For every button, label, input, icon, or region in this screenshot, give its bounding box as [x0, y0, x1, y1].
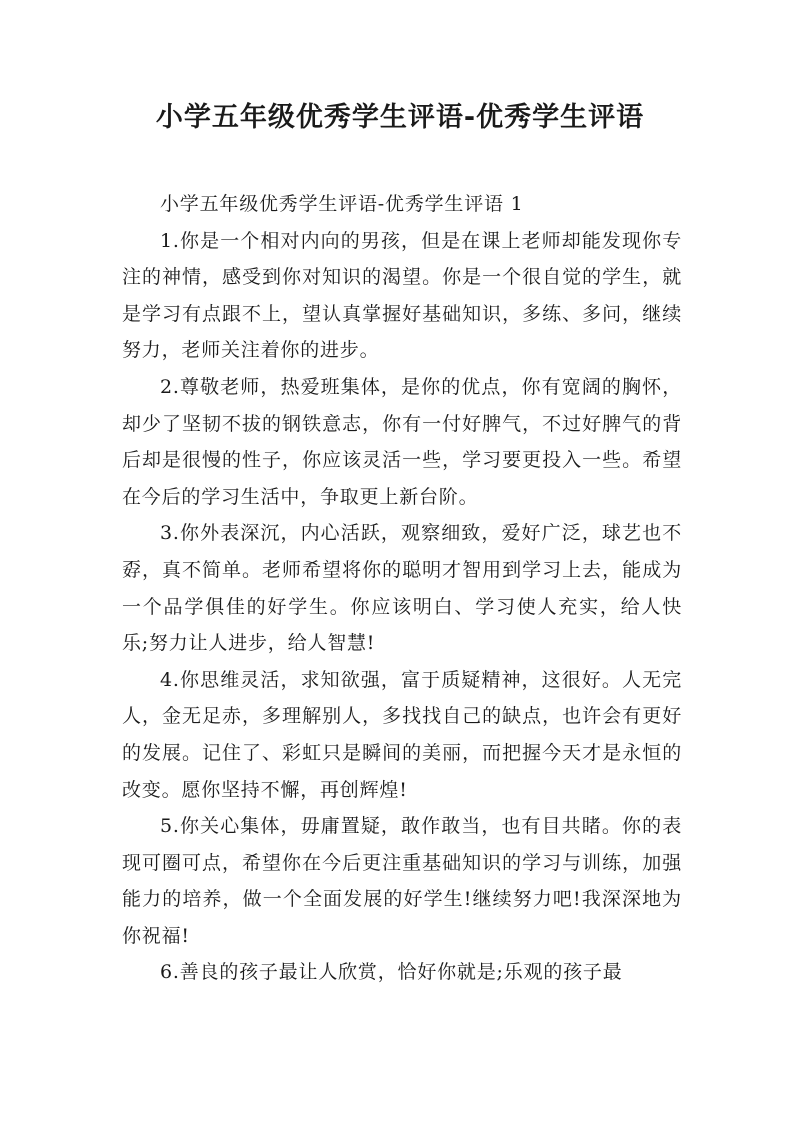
comment-paragraph-3: 3.你外表深沉，内心活跃，观察细致，爱好广泛，球艺也不孬，真不简单。老师希望将你的聪明才智用到学习上去，能成为一个品学俱佳的好学生。你应该明白、学习使人充实，给人快乐;努力让人进步，给人智慧!: [122, 522, 682, 655]
comment-paragraph-1: 1.你是一个相对内向的男孩，但是在课上老师却能发现你专注的神情，感受到你对知识的渴望。你是一个很自觉的学生，就是学习有点跟不上，望认真掌握好基础知识，多练、多问，继续努力，老师关注着你的进步。: [122, 229, 682, 362]
document-title: 小学五年级优秀学生评语-优秀学生评语: [155, 102, 645, 133]
comment-paragraph-5: 5.你关心集体，毋庸置疑，敢作敢当，也有目共睹。你的表现可圈可点，希望你在今后更注重基础知识的学习与训练，加强能力的培养，做一个全面发展的好学生!继续努力吧!我深深地为你祝福!: [122, 815, 682, 947]
comment-paragraph-4: 4.你思维灵活，求知欲强，富于质疑精神，这很好。人无完人，金无足赤，多理解别人，多找找自己的缺点，也许会有更好的发展。记住了、彩虹只是瞬间的美丽，而把握今天才是永恒的改变。愿你坚持不懈，再创辉煌!: [122, 668, 682, 801]
section-heading: 小学五年级优秀学生评语-优秀学生评语 1: [160, 193, 524, 215]
comment-paragraph-6: 6.善良的孩子最让人欣赏，恰好你就是;乐观的孩子最: [160, 961, 623, 984]
comment-paragraph-2: 2.尊敬老师，热爱班集体，是你的优点，你有宽阔的胸怀，却少了坚韧不拔的钢铁意志，你有一付好脾气，不过好脾气的背后却是很慢的性子，你应该灵活一些，学习要更投入一些。希望在今后的学习生活中，争取更上新台阶。: [122, 375, 682, 508]
document-body: [122, 186, 682, 991]
